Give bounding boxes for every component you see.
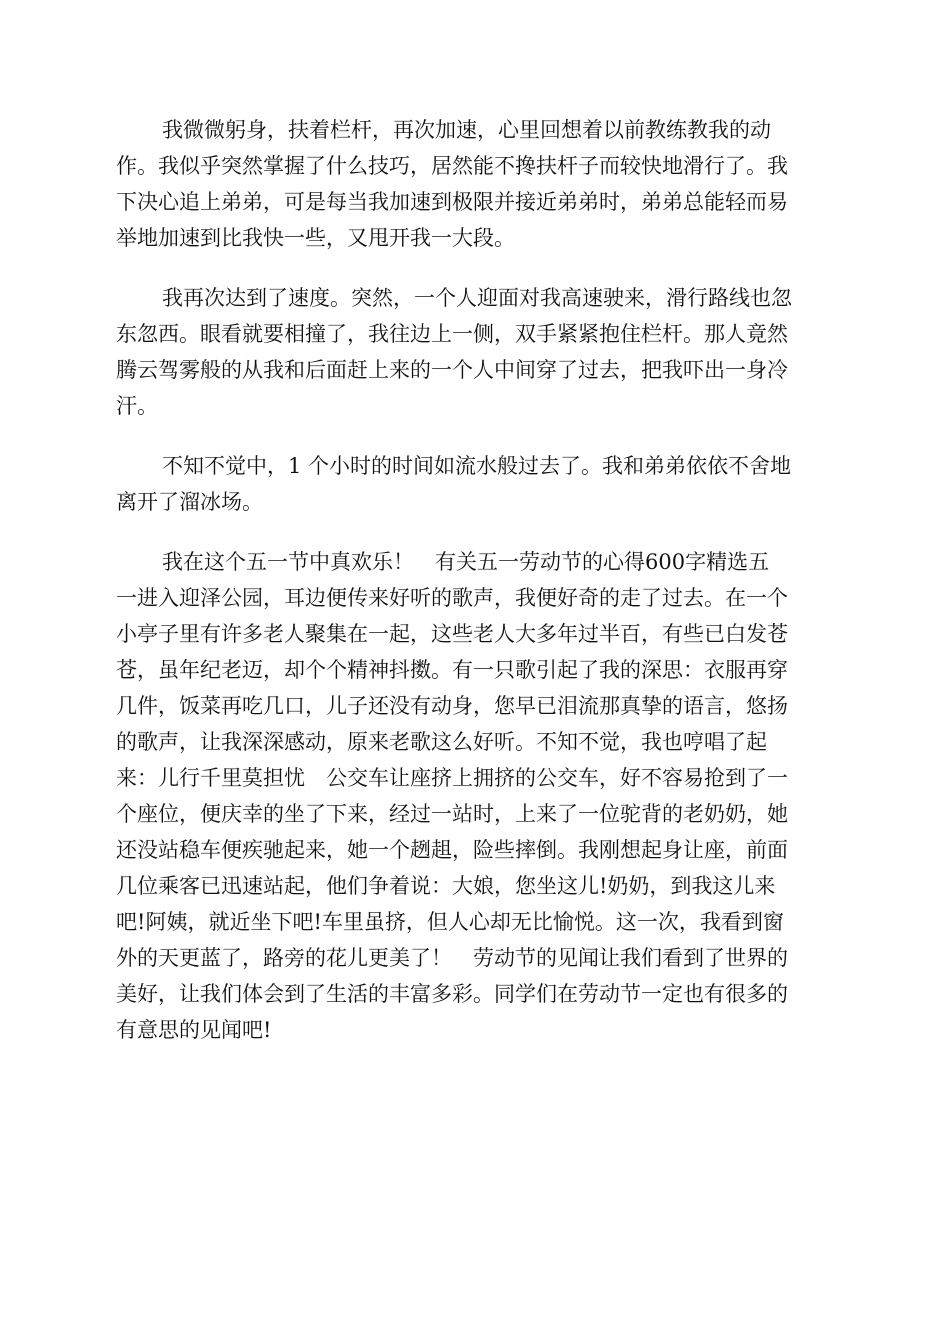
text-line: 美好，让我们体会到了生活的丰富多彩。同学们在劳动节一定也有很多的 <box>116 982 788 1006</box>
text-line: 腾云驾雾般的从我和后面赶上来的一个人中间穿了过去，把我吓出一身冷 <box>116 358 788 382</box>
text-line: 我微微躬身，扶着栏杆，再次加速，心里回想着以前教练教我的动 <box>162 118 771 142</box>
text-line: 汗。 <box>116 394 158 418</box>
text-line: 来：儿行千里莫担忧 公交车让座挤上拥挤的公交车，好不容易抢到了一 <box>116 766 788 790</box>
text-line: 不知不觉中，1 个小时的时间如流水般过去了。我和弟弟依依不舍地 <box>162 454 792 478</box>
text-line: 小亭子里有许多老人聚集在一起，这些老人大多年过半百，有些已白发苍 <box>116 622 788 646</box>
text-line: 几位乘客已迅速站起，他们争着说：大娘，您坐这儿!奶奶，到我这儿来 <box>116 874 776 898</box>
text-line: 我再次达到了速度。突然，一个人迎面对我高速驶来，滑行路线也忽 <box>162 286 792 310</box>
text-line: 个座位，便庆幸的坐了下来，经过一站时，上来了一位驼背的老奶奶，她 <box>116 802 788 826</box>
text-line: 外的天更蓝了，路旁的花儿更美了！ 劳动节的见闻让我们看到了世界的 <box>116 946 788 970</box>
paragraph-time-passes <box>116 448 836 520</box>
text-line: 作。我似乎突然掌握了什么技巧，居然能不搀扶杆子而较快地滑行了。我 <box>116 154 788 178</box>
text-line: 一进入迎泽公园，耳边便传来好听的歌声，我便好奇的走了过去。在一个 <box>116 586 788 610</box>
text-line: 下决心追上弟弟，可是每当我加速到极限并接近弟弟时，弟弟总能轻而易 <box>116 190 788 214</box>
text-line: 有意思的见闻吧! <box>116 1018 272 1042</box>
text-line: 的歌声，让我深深感动，原来老歌这么好听。不知不觉，我也哼唱了起 <box>116 730 767 754</box>
text-line: 苍，虽年纪老迈，却个个精神抖擞。有一只歌引起了我的深思：衣服再穿 <box>116 658 788 682</box>
text-line: 离开了溜冰场。 <box>116 490 263 514</box>
text-line: 东忽西。眼看就要相撞了，我往边上一侧，双手紧紧抱住栏杆。那人竟然 <box>116 322 788 346</box>
text-line: 我在这个五一节中真欢乐！ 有关五一劳动节的心得600字精选五 <box>162 550 770 574</box>
text-line: 还没站稳车便疾驰起来，她一个趔趄，险些摔倒。我刚想起身让座，前面 <box>116 838 788 862</box>
paragraph-near-collision <box>116 280 836 424</box>
text-line: 几件，饭菜再吃几口，儿子还没有动身，您早已泪流那真挚的语言，悠扬 <box>116 694 788 718</box>
paragraph-may-day-essay <box>116 544 836 1048</box>
paragraph-skating-speed <box>116 112 836 256</box>
text-line: 举地加速到比我快一些，又甩开我一大段。 <box>116 226 515 250</box>
text-line: 吧!阿姨，就近坐下吧!车里虽挤，但人心却无比愉悦。这一次，我看到窗 <box>116 910 784 934</box>
document-page <box>116 112 836 1048</box>
